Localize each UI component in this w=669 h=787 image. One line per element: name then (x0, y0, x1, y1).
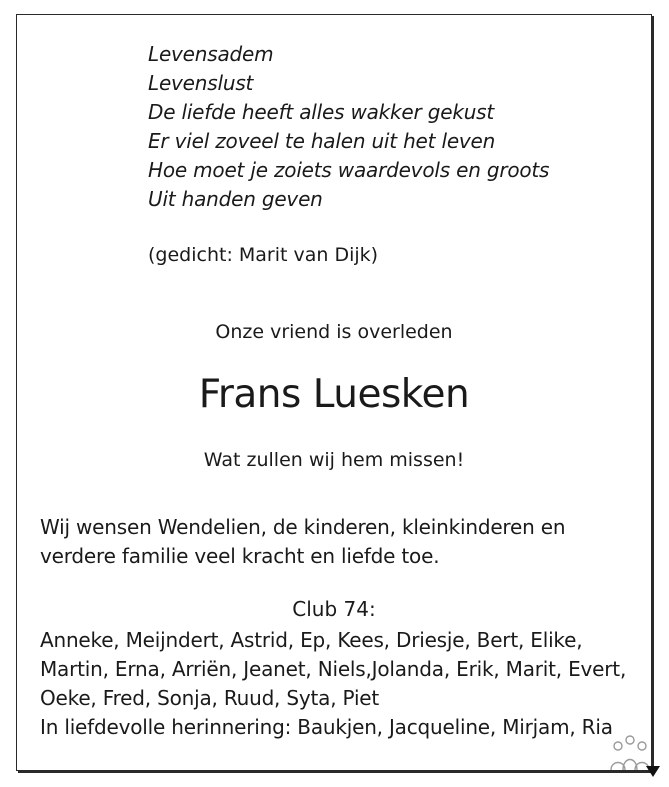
poem-line: Er viel zoveel te halen uit het leven (148, 129, 496, 153)
members-line: Anneke, Meijndert, Astrid, Ep, Kees, Driesje, Bert, Elike, (40, 628, 583, 652)
poem-line: Hoe moet je zoiets waardevols en groots (148, 158, 550, 182)
poem-line: Levenslust (148, 71, 254, 95)
members-line: In liefdevolle herinnering: Baukjen, Jacqueline, Mirjam, Ria (40, 715, 613, 739)
poem-line: De liefde heeft alles wakker gekust (148, 100, 495, 124)
poem-line: Levensadem (148, 42, 274, 66)
announcement-subtitle: Wat zullen wij hem missen! (203, 449, 465, 471)
condolence-text (40, 513, 565, 571)
club-members (40, 626, 626, 742)
condolence-line: Wij wensen Wendelien, de kinderen, kleinkinderen en (40, 515, 566, 539)
members-line: Martin, Erna, Arriën, Jeanet, Niels,Jolanda, Erik, Marit, Evert, (40, 657, 627, 681)
condolence-line: verdere familie veel kracht en liefde toe. (40, 544, 440, 568)
poem-line: Uit handen geven (148, 187, 323, 211)
down-arrow-icon[interactable] (646, 766, 660, 777)
poem (148, 40, 549, 214)
deceased-name: Frans Luesken (198, 372, 470, 417)
club-title: Club 74: (292, 597, 376, 621)
members-line: Oeke, Fred, Sonja, Ruud, Syta, Piet (40, 686, 380, 710)
poem-credit: (gedicht: Marit van Dijk) (148, 244, 379, 266)
announcement-intro: Onze vriend is overleden (215, 321, 453, 343)
